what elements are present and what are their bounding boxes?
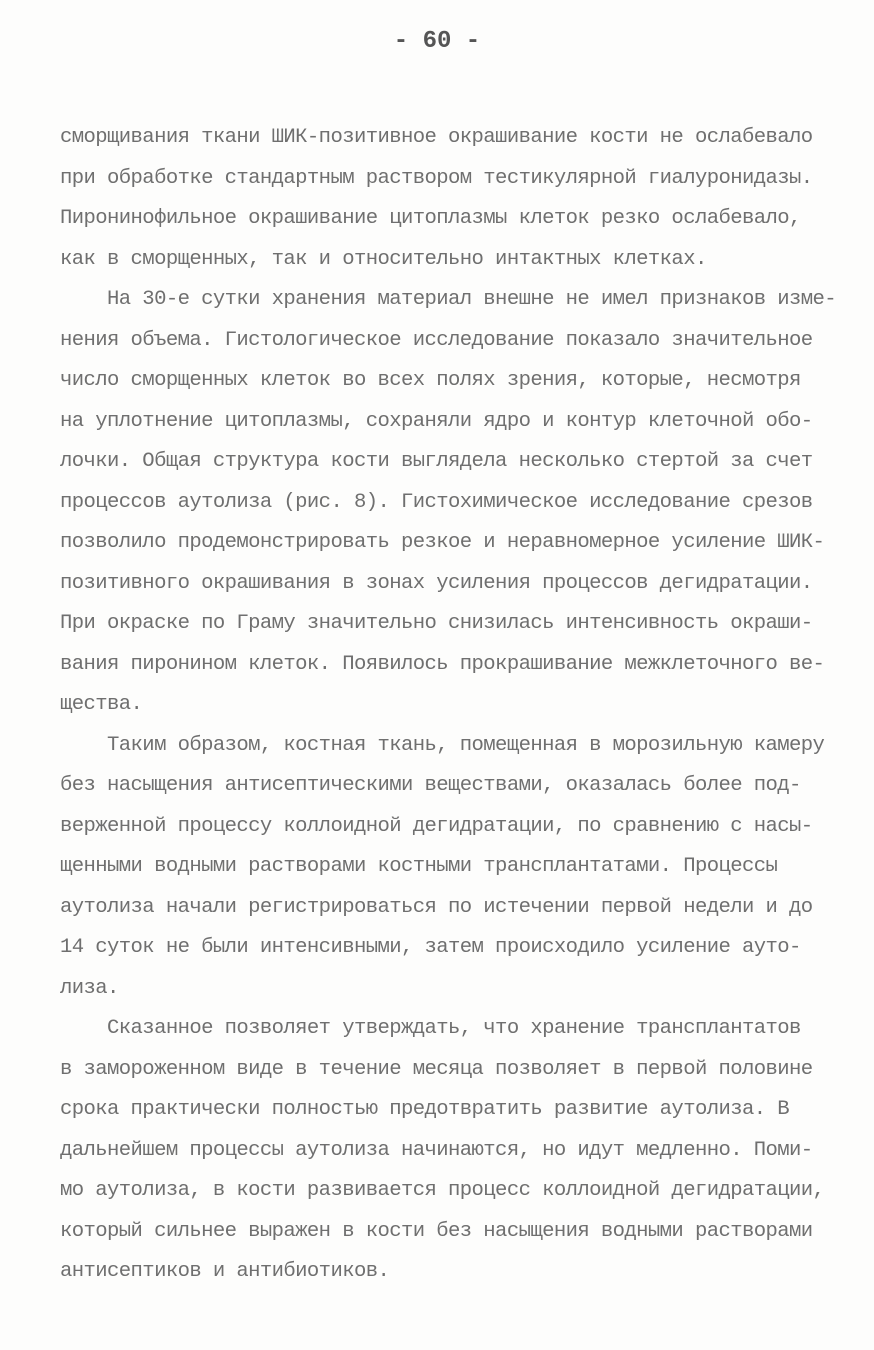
text-line: антисептиков и антибиотиков.	[60, 1260, 390, 1283]
text-line: На 30-е сутки хранения материал внешне не имел признаков изме-	[60, 288, 837, 311]
text-line: сморщивания ткани ШИК-позитивное окрашивание кости не ослабевало	[60, 126, 813, 149]
text-line: мо аутолиза, в кости развивается процесс коллоидной дегидратации,	[60, 1179, 825, 1202]
text-line: дальнейшем процессы аутолиза начинаются, но идут медленно. Поми-	[60, 1138, 813, 1162]
text-line: Таким образом, костная ткань, помещенная в морозильную камеру	[60, 733, 825, 757]
text-line: При окраске по Граму значительно снизилась интенсивность окраши-	[60, 612, 813, 635]
text-line: который сильнее выражен в кости без насыщения водными растворами	[60, 1219, 813, 1243]
text-line: нения объема. Гистологическое исследование показало значительное	[60, 328, 813, 352]
text-line: Пиронинофильное окрашивание цитоплазмы клеток резко ослабевало,	[60, 207, 801, 230]
text-line: вания пиронином клеток. Появилось прокрашивание межклеточного ве-	[60, 652, 825, 676]
text-line: верженной процессу коллоидной дегидратации, по сравнению с насы-	[60, 814, 813, 838]
text-line: щества.	[60, 693, 143, 716]
text-line: на уплотнение цитоплазмы, сохраняли ядро и контур клеточной обо-	[60, 409, 813, 433]
text-line: 14 суток не были интенсивными, затем происходило усиление ауто-	[60, 936, 801, 959]
text-line: как в сморщенных, так и относительно интактных клетках.	[60, 247, 707, 271]
text-line: в замороженном виде в течение месяца позволяет в первой половине	[60, 1057, 813, 1081]
body-text	[60, 118, 850, 1293]
page-number: - 60 -	[393, 28, 481, 55]
text-line: позволило продемонстрировать резкое и неравномерное усиление ШИК-	[60, 531, 825, 554]
text-line: Сказанное позволяет утверждать, что хранение трансплантатов	[60, 1017, 801, 1040]
text-line: срока практически полностью предотвратить развитие аутолиза. В	[60, 1098, 790, 1121]
text-line: позитивного окрашивания в зонах усиления процессов дегидратации.	[60, 571, 813, 595]
text-line: число сморщенных клеток во всех полях зрения, которые, несмотря	[60, 369, 801, 392]
text-line: щенными водными растворами костными трансплантатами. Процессы	[60, 855, 778, 878]
text-line: без насыщения антисептическими веществами, оказалась более под-	[60, 774, 801, 797]
text-line: процессов аутолиза (рис. 8). Гистохимическое исследование срезов	[60, 490, 813, 514]
text-line: лиза.	[60, 976, 119, 1000]
text-line: аутолиза начали регистрироваться по истечении первой недели и до	[60, 895, 813, 919]
text-line: лочки. Общая структура кости выглядела несколько стертой за счет	[60, 450, 813, 473]
text-line: при обработке стандартным раствором тестикулярной гиалуронидазы.	[60, 166, 813, 190]
